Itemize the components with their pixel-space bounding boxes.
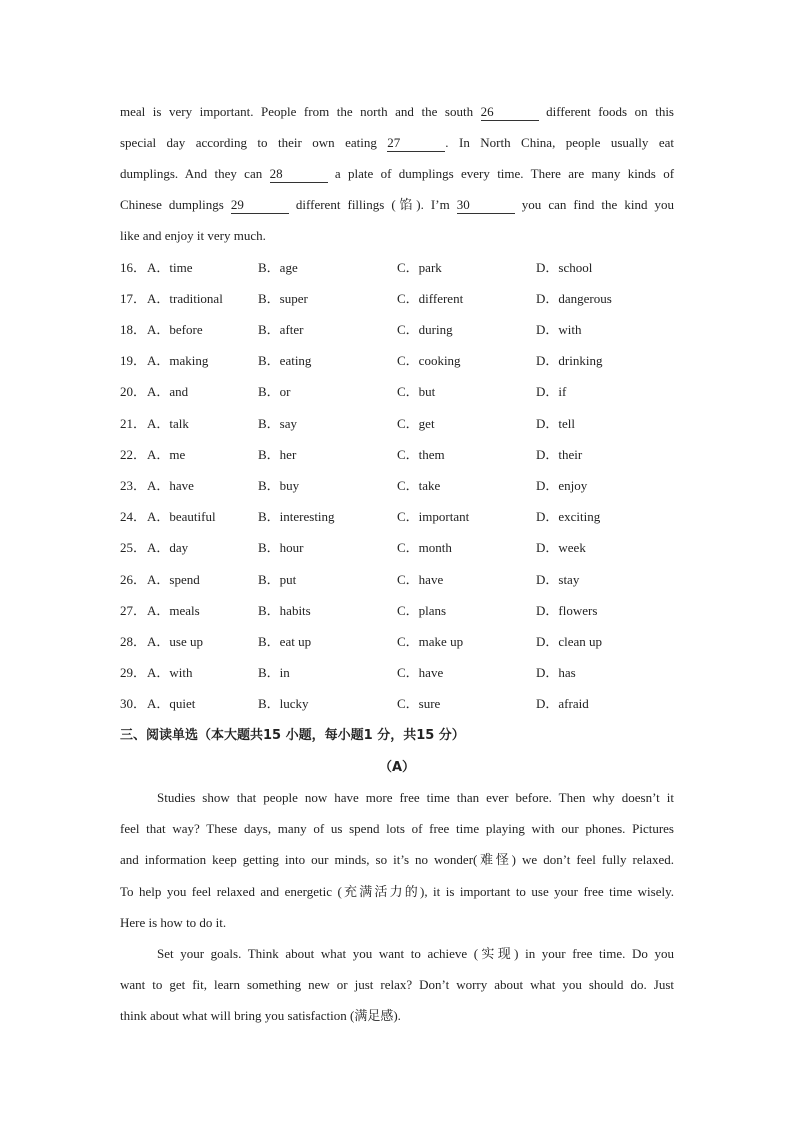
cloze-line-5 (120, 226, 674, 246)
option-a: A．before (147, 322, 203, 337)
option-c: C．park (397, 260, 442, 275)
option-d: D．clean up (536, 634, 603, 649)
option-b: B．super (258, 291, 308, 306)
cloze-text: . In North China, people usually eat (445, 135, 675, 150)
option-d: D．enjoy (536, 478, 588, 493)
option-d: D．flowers (536, 603, 598, 618)
cloze-text: special day according to their own eating (120, 135, 377, 150)
cloze-text: a plate of dumplings every time. There are many kinds of (334, 166, 675, 181)
option-c: C．plans (397, 603, 447, 618)
question-number: 22． (120, 447, 147, 462)
option-b: B．say (258, 416, 298, 431)
option-d: D．afraid (536, 696, 589, 711)
option-c: C．sure (397, 696, 441, 711)
option-a: A．quiet (147, 696, 196, 711)
blank-30: 30 (457, 197, 515, 214)
option-c: C．month (397, 540, 452, 555)
option-row (120, 632, 680, 652)
option-b: B．lucky (258, 696, 309, 711)
option-d: D．tell (536, 416, 575, 431)
question-number: 30． (120, 696, 147, 711)
option-row (120, 351, 680, 371)
option-d: D．stay (536, 572, 580, 587)
option-a: A．with (147, 665, 193, 680)
option-a: A．and (147, 384, 189, 399)
option-a: A．have (147, 478, 194, 493)
option-b: B．put (258, 572, 297, 587)
option-b: B．interesting (258, 509, 335, 524)
option-row (120, 476, 680, 496)
option-row (120, 382, 680, 402)
option-a: A．day (147, 540, 189, 555)
question-number: 26． (120, 572, 147, 587)
passage-line: and information keep getting into our minds, so it’s no wonder(难怪) we don’t feel fully relaxed. (120, 852, 674, 867)
cloze-text: like and enjoy it very much. (120, 228, 266, 243)
option-b: B．eating (258, 353, 312, 368)
option-a: A．spend (147, 572, 200, 587)
option-a: A．making (147, 353, 209, 368)
option-b: B．eat up (258, 634, 312, 649)
option-d: D．if (536, 384, 567, 399)
option-b: B．buy (258, 478, 300, 493)
option-row (120, 414, 680, 434)
option-c: C．during (397, 322, 453, 337)
option-b: B．her (258, 447, 297, 462)
option-c: C．have (397, 572, 444, 587)
option-c: C．get (397, 416, 435, 431)
passage-line: want to get fit, learn something new or just relax? Don’t worry about what you should do. Just (120, 977, 674, 992)
option-row (120, 289, 680, 309)
option-b: B．age (258, 260, 298, 275)
option-a: A．time (147, 260, 193, 275)
option-row (120, 258, 680, 278)
option-row (120, 663, 680, 683)
blank-28: 28 (270, 166, 328, 183)
question-number: 27． (120, 603, 147, 618)
option-b: B．hour (258, 540, 304, 555)
question-number: 16． (120, 260, 147, 275)
passage-line: To help you feel relaxed and energetic (充满活力的), it is important to use your free time wisely. (120, 884, 674, 899)
option-row (120, 507, 680, 527)
cloze-text: you can find the kind you (521, 197, 674, 212)
question-number: 18． (120, 322, 147, 337)
cloze-line-2 (120, 133, 674, 153)
option-b: B．after (258, 322, 304, 337)
blank-29: 29 (231, 197, 289, 214)
question-number: 21． (120, 416, 147, 431)
question-number: 24． (120, 509, 147, 524)
cloze-text: meal is very important. People from the north and the south (120, 104, 474, 119)
cloze-text: different fillings (馅). I’m (295, 197, 450, 212)
passage-line: think about what will bring you satisfaction (满足感). (120, 1008, 401, 1023)
option-c: C．important (397, 509, 470, 524)
option-a: A．meals (147, 603, 200, 618)
option-b: B．or (258, 384, 291, 399)
question-number: 20． (120, 384, 147, 399)
question-number: 23． (120, 478, 147, 493)
section-title: 三、阅读单选（本大题共15 小题，每小题1 分，共15 分） (120, 728, 465, 743)
option-c: C．make up (397, 634, 464, 649)
passage-line: Here is how to do it. (120, 915, 227, 930)
option-a: A．beautiful (147, 509, 216, 524)
question-number: 19． (120, 353, 147, 368)
option-row (120, 601, 680, 621)
passage-line: feel that way? These days, many of us spend lots of free time playing with our phones. Pictures (120, 821, 674, 836)
option-a: A．traditional (147, 291, 223, 306)
option-a: A．use up (147, 634, 203, 649)
blank-27: 27 (387, 135, 445, 152)
option-c: C．cooking (397, 353, 461, 368)
option-row (120, 694, 680, 714)
option-d: D．their (536, 447, 583, 462)
cloze-line-4 (120, 195, 674, 215)
cloze-text: different foods on this (546, 104, 674, 119)
option-d: D．week (536, 540, 586, 555)
question-number: 29． (120, 665, 147, 680)
option-c: C．take (397, 478, 441, 493)
passage-line: Studies show that people now have more free time than ever before. Then why doesn’t it (157, 790, 674, 805)
option-b: B．habits (258, 603, 311, 618)
question-number: 25． (120, 540, 147, 555)
option-row (120, 570, 680, 590)
option-d: D．has (536, 665, 576, 680)
cloze-text: dumplings. And they can (120, 166, 263, 181)
option-row (120, 538, 680, 558)
option-c: C．have (397, 665, 444, 680)
option-c: C．different (397, 291, 464, 306)
option-d: D．school (536, 260, 593, 275)
option-d: D．exciting (536, 509, 601, 524)
option-b: B．in (258, 665, 290, 680)
option-a: A．me (147, 447, 186, 462)
cloze-line-1 (120, 102, 674, 122)
blank-26: 26 (481, 104, 539, 121)
question-number: 17． (120, 291, 147, 306)
cloze-line-3 (120, 164, 674, 184)
question-number: 28． (120, 634, 147, 649)
passage-label: （A） (378, 760, 416, 775)
cloze-text: Chinese dumplings (120, 197, 224, 212)
option-row (120, 320, 680, 340)
option-d: D．dangerous (536, 291, 612, 306)
option-row (120, 445, 680, 465)
option-d: D．drinking (536, 353, 603, 368)
passage-line: Set your goals. Think about what you want to achieve (实现) in your free time. Do you (157, 946, 674, 961)
option-a: A．talk (147, 416, 189, 431)
option-c: C．them (397, 447, 445, 462)
option-d: D．with (536, 322, 582, 337)
option-c: C．but (397, 384, 436, 399)
